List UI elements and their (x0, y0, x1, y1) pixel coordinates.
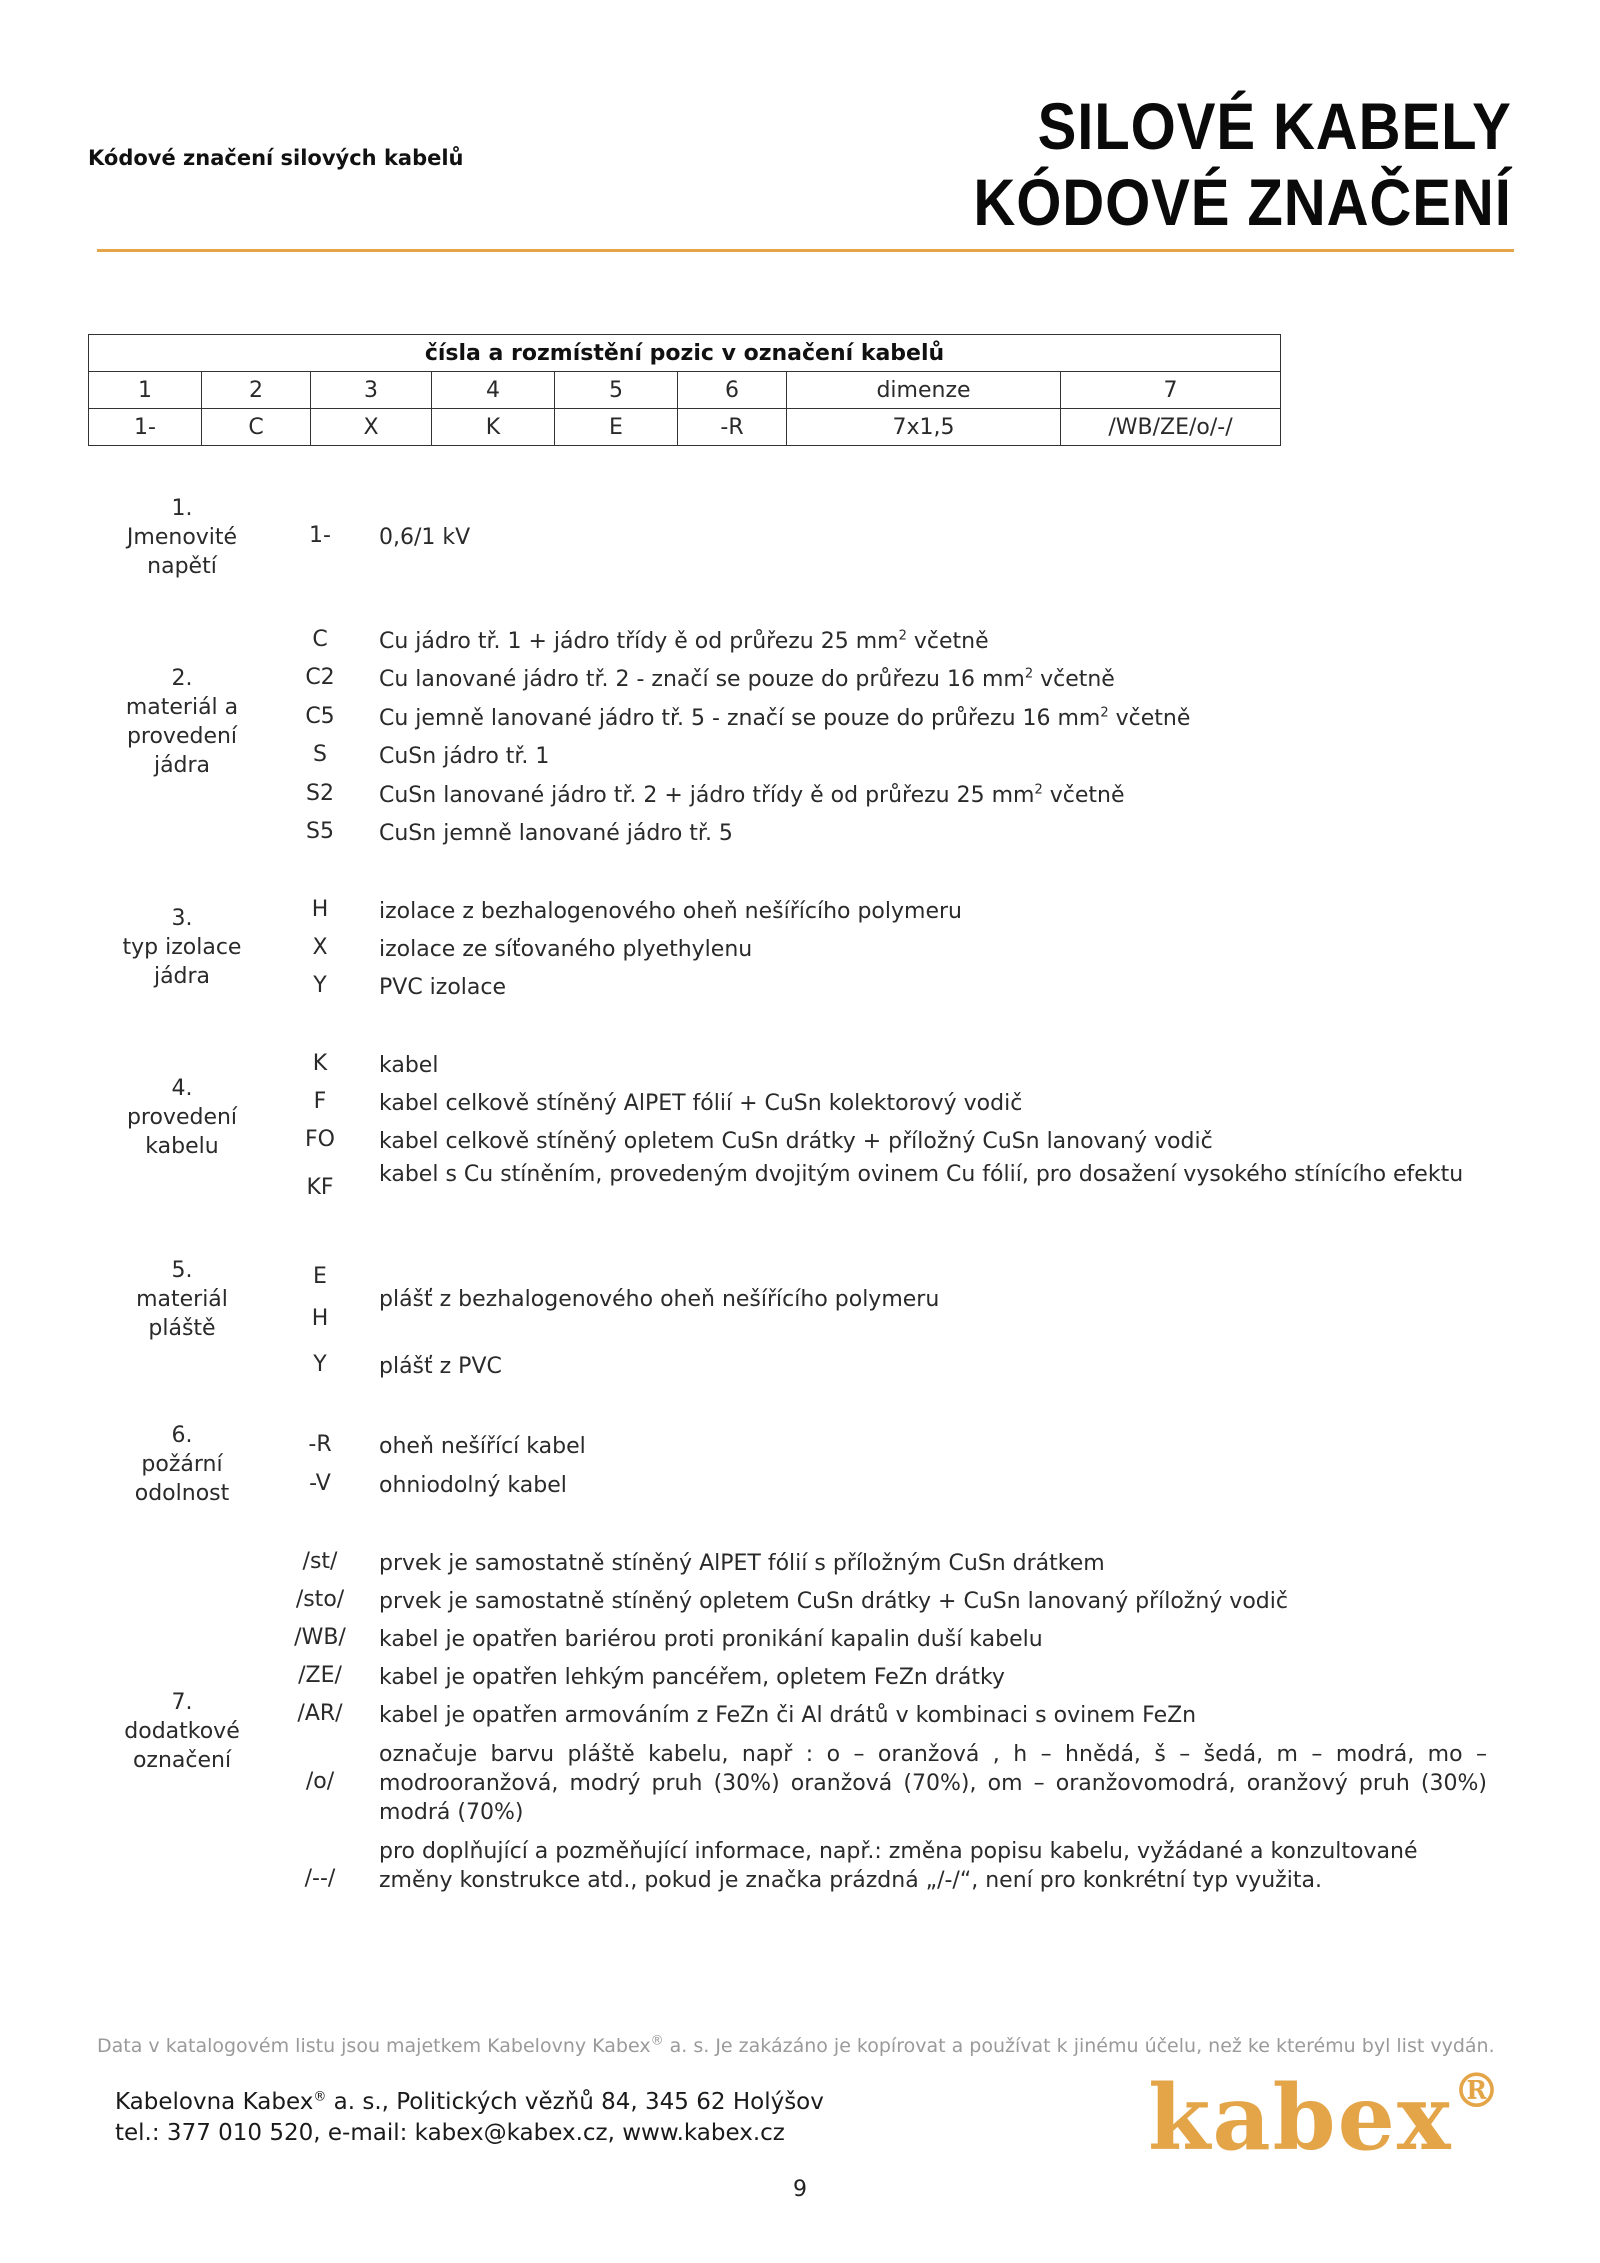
code-description: prvek je samostatně stíněný opletem CuSn drátky + CuSn lanovaný příložný vodič (379, 1589, 1288, 1614)
code-description: kabel celkově stíněný AlPET fólií + CuSn kolektorový vodič (379, 1091, 1023, 1116)
company-address: Kabelovna Kabex® a. s., Politických vězňů 84, 345 62 Holýšov (115, 2089, 824, 2115)
page-title-line-1: SILOVÉ KABELY (1037, 89, 1512, 163)
table-row (89, 372, 1281, 409)
section-title-line: označení (132, 1748, 232, 1773)
section-3-label (94, 904, 270, 991)
section-number: 5. (171, 1258, 193, 1283)
table-row (89, 409, 1281, 446)
section-5-label (94, 1256, 270, 1343)
table-cell: K (432, 409, 555, 446)
code-value: /AR/ (297, 1701, 343, 1726)
code-description: CuSn jádro tř. 1 (379, 744, 550, 769)
code-description: CuSn jemně lanované jádro tř. 5 (379, 821, 733, 846)
table-cell: 4 (432, 372, 555, 409)
code-description: plášť z PVC (379, 1354, 502, 1379)
section-title-line: materiál (136, 1287, 228, 1312)
section-2-label (94, 664, 270, 780)
code-description: izolace z bezhalogenového oheň nešířícího polymeru (379, 899, 962, 924)
section-7-label (94, 1688, 270, 1775)
code-description: kabel je opatřen armováním z FeZn či Al drátů v kombinaci s ovinem FeZn (379, 1703, 1197, 1728)
code-description: kabel (379, 1053, 439, 1078)
code-value: E (313, 1264, 327, 1289)
section-4-label (94, 1074, 270, 1161)
section-title-line: jádra (153, 964, 211, 989)
code-description: kabel s Cu stíněním, provedeným dvojitým ovinem Cu fólií, pro dosažení vysokého stínícího efektu (379, 1162, 1464, 1187)
code-value: /st/ (302, 1549, 338, 1574)
section-6-label (94, 1421, 270, 1508)
section-title-line: dodatkové (124, 1719, 240, 1744)
section-title-line: napětí (147, 554, 217, 579)
section-title-line: pláště (148, 1316, 216, 1341)
table-cell: 1 (89, 372, 202, 409)
section-title-line: typ izolace (122, 935, 242, 960)
section-1-label (94, 494, 270, 581)
section-number: 2. (171, 666, 193, 691)
code-description: izolace ze síťovaného plyethylenu (379, 937, 753, 962)
code-description: označuje barvu pláště kabelu, např : o – oranžová , h – hnědá, š – šedá, m – modrá, mo – modrooranžová, modrý pruh (30%) oranžová (70%), om – oranžovomodrá, oranžový pruh (30%) modrá (70%) (379, 1742, 1487, 1825)
table-cell: C (202, 409, 311, 446)
code-value: K (312, 1051, 328, 1076)
page-title-line-2: KÓDOVÉ ZNAČENÍ (973, 165, 1512, 239)
table-row (89, 335, 1281, 372)
table-cell: X (311, 409, 432, 446)
code-value: /sto/ (295, 1587, 345, 1612)
table-cell: 2 (202, 372, 311, 409)
contact-info: tel.: 377 010 520, e-mail: kabex@kabex.cz, www.kabex.cz (115, 2120, 785, 2146)
code-value: /o/ (305, 1769, 335, 1794)
document-subtitle: Kódové značení silových kabelů (88, 146, 464, 170)
code-description: prvek je samostatně stíněný AlPET fólií s příložným CuSn drátkem (379, 1551, 1105, 1576)
page-title (900, 88, 1512, 240)
code-value: C (312, 627, 328, 652)
code-value: FO (305, 1127, 335, 1152)
code-value: /ZE/ (298, 1663, 342, 1688)
code-description: kabel je opatřen lehkým pancéřem, opletem FeZn drátky (379, 1665, 1005, 1690)
table-cell: 5 (555, 372, 678, 409)
table-cell: dimenze (787, 372, 1061, 409)
code-value: /WB/ (294, 1625, 346, 1650)
code-description: pro doplňující a pozměňující informace, např.: změna popisu kabelu, vyžádané a konzultované změny konstrukce atd., pokud je značka prázdná „/-/“, není pro konkrétní typ využita. (379, 1839, 1418, 1893)
section-number: 4. (171, 1076, 193, 1101)
code-description: PVC izolace (379, 975, 507, 1000)
code-description: 0,6/1 kV (379, 525, 471, 550)
position-table (88, 334, 1281, 446)
code-description: oheň nešířící kabel (379, 1434, 586, 1459)
section-number: 1. (171, 496, 193, 521)
code-value: -R (308, 1432, 332, 1457)
kabex-logo: kabex® (1148, 2063, 1501, 2171)
code-value: -V (309, 1471, 331, 1496)
code-value: F (313, 1089, 327, 1114)
table-cell: 7 (1061, 372, 1281, 409)
table-cell: 6 (678, 372, 787, 409)
table-cell: -R (678, 409, 787, 446)
code-value: C5 (305, 704, 335, 729)
table-cell: /WB/ZE/o/-/ (1061, 409, 1281, 446)
code-value: C2 (305, 665, 335, 690)
code-value: S2 (306, 781, 334, 806)
section-title-line: požární (141, 1452, 223, 1477)
code-value: /--/ (304, 1866, 336, 1891)
section-number: 3. (171, 906, 193, 931)
table-cell: E (555, 409, 678, 446)
copyright-disclaimer: Data v katalogovém listu jsou majetkem Kabelovny Kabex® a. s. Je zakázáno je kopírovat a používat k jinému účelu, než ke kterému byl list vydán. (97, 2033, 1495, 2057)
section-number: 7. (171, 1690, 193, 1715)
code-value: H (311, 1306, 329, 1331)
code-description: ohniodolný kabel (379, 1473, 567, 1498)
position-table-heading: čísla a rozmístění pozic v označení kabelů (89, 335, 1281, 372)
section-title-line: Jmenovité (126, 525, 238, 550)
section-title-line: jádra (153, 753, 211, 778)
table-cell: 7x1,5 (787, 409, 1061, 446)
company-contact (115, 2087, 824, 2149)
code-value: KF (306, 1175, 334, 1200)
code-value: 1- (309, 523, 331, 548)
code-value: H (311, 897, 329, 922)
section-title-line: kabelu (145, 1134, 219, 1159)
code-value: S5 (306, 819, 334, 844)
code-description: kabel je opatřen bariérou proti pronikání kapalin duší kabelu (379, 1627, 1043, 1652)
table-cell: 1- (89, 409, 202, 446)
section-number: 6. (171, 1423, 193, 1448)
code-description: Cu lanované jádro tř. 2 - značí se pouze do průřezu 16 $mm^2$ včetně (379, 666, 1115, 692)
section-title-line: provedení (126, 724, 238, 749)
page-number: 9 (793, 2177, 807, 2202)
code-description: Cu jemně lanované jádro tř. 5 - značí se pouze do průřezu 16 $mm^2$ včetně (379, 705, 1191, 731)
code-value: Y (313, 1352, 327, 1377)
code-description: Cu jádro tř. 1 + jádro třídy ě od průřezu 25 $mm^2$ včetně (379, 628, 989, 654)
code-value: S (313, 742, 327, 767)
code-description: plášť z bezhalogenového oheň nešířícího polymeru (379, 1287, 940, 1312)
code-description: kabel celkově stíněný opletem CuSn drátky + příložný CuSn lanovaný vodič (379, 1129, 1213, 1154)
code-value: X (312, 935, 328, 960)
header-divider (97, 249, 1514, 252)
code-description: CuSn lanované jádro tř. 2 + jádro třídy ě od průřezu 25 $mm^2$ včetně (379, 782, 1125, 808)
code-value: Y (313, 973, 327, 998)
section-title-line: provedení (126, 1105, 238, 1130)
table-cell: 3 (311, 372, 432, 409)
section-title-line: odolnost (134, 1481, 230, 1506)
section-title-line: materiál a (125, 695, 239, 720)
